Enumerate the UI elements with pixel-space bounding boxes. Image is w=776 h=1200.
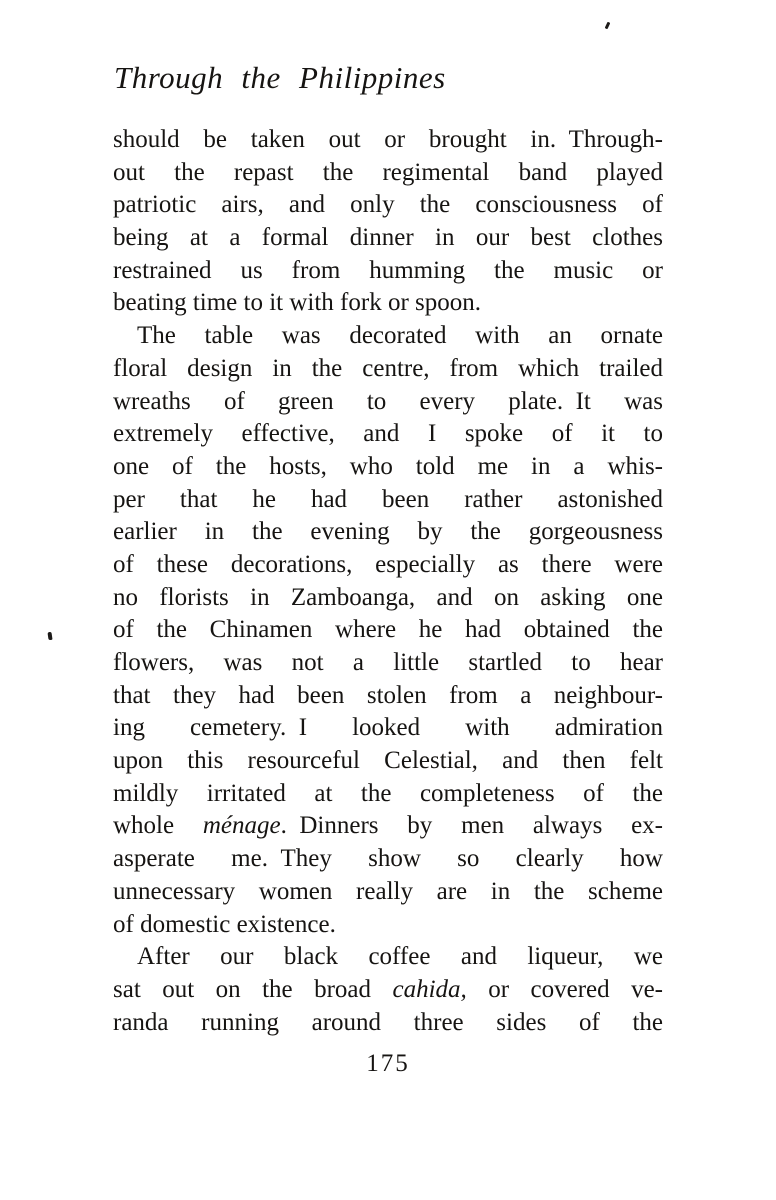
text-line: earlier in the evening by the gorgeousness (113, 518, 663, 546)
text-line: of these decorations, especially as there were (113, 550, 663, 578)
text-line: one of the hosts, who told me in a whis- (113, 452, 663, 480)
ink-speck-top-right (605, 22, 611, 30)
running-head: Through the Philippines (114, 60, 446, 95)
text-line: wreaths of green to every plate. It was (113, 387, 663, 415)
text-line: of the Chinamen where he had obtained the (113, 616, 663, 644)
text-line: per that he had been rather astonished (113, 485, 663, 513)
text-line: mildly irritated at the completeness of the (113, 779, 663, 807)
text-line: should be taken out or brought in. Through- (113, 126, 663, 153)
text-line: flowers, was not a little startled to hear (113, 649, 663, 676)
page-number: 175 (366, 1050, 410, 1077)
text-line: randa running around three sides of the (113, 1008, 663, 1036)
text-line: asperate me. They show so clearly how (113, 845, 663, 873)
text-line: restrained us from humming the music or (113, 256, 663, 284)
text-line: sat out on the broad cahida, or covered ve- (113, 975, 663, 1003)
text-line: floral design in the centre, from which trailed (113, 354, 663, 382)
ink-speck-left-margin (47, 632, 52, 640)
text-line: of domestic existence. (113, 910, 336, 938)
text-line: being at a formal dinner in our best clothes (113, 224, 663, 252)
text-line: beating time to it with fork or spoon. (113, 289, 482, 317)
text-line: After our black coffee and liqueur, we (137, 943, 663, 971)
text-line: extremely effective, and I spoke of it to (113, 420, 663, 448)
text-line: no florists in Zamboanga, and on asking one (113, 583, 663, 611)
text-line: unnecessary women really are in the scheme (113, 877, 663, 905)
text-line: ing cemetery. I looked with admiration (113, 714, 663, 742)
text-line: whole ménage. Dinners by men always ex- (113, 812, 663, 840)
text-line: The table was decorated with an ornate (137, 322, 663, 350)
text-line: upon this resourceful Celestial, and then felt (113, 747, 663, 775)
text-line: out the repast the regimental band played (113, 158, 663, 186)
body-text (113, 124, 663, 1039)
text-line: that they had been stolen from a neighbour- (113, 681, 663, 709)
text-line: patriotic airs, and only the consciousness of (113, 191, 663, 219)
